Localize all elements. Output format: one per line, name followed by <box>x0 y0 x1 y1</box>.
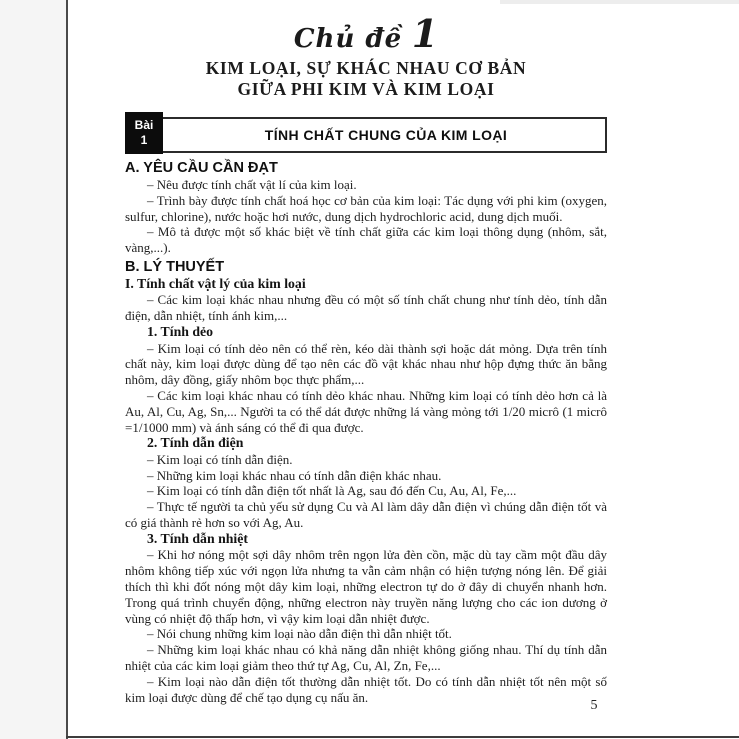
section-heading: 1. Tính dẻo <box>147 324 214 340</box>
paragraph: – Nêu được tính chất vật lí của kim loại. <box>147 177 357 192</box>
topic-number: 1 <box>411 11 439 56</box>
paragraph: – Mô tả được một số khác biệt về tính chất giữa các kim loại thông dụng (nhôm, sắt, vàng,...). <box>125 224 607 256</box>
content-area <box>125 159 607 705</box>
page-edge-line-bottom <box>66 736 739 738</box>
lesson-title-box <box>125 117 607 153</box>
lesson-title-bar <box>125 112 607 154</box>
paragraph: – Kim loại có tính dẫn điện tốt nhất là Ag, sau đó đến Cu, Au, Al, Fe,... <box>147 483 517 499</box>
topic-title-line2: GIỮA PHI KIM VÀ KIM LOẠI <box>237 79 495 99</box>
section-heading: A. YÊU CẦU CẦN ĐẠT <box>125 160 278 176</box>
lesson-title: TÍNH CHẤT CHUNG CỦA KIM LOẠI <box>264 127 508 143</box>
paragraph: – Những kim loại khác nhau có tính dẫn điện khác nhau. <box>147 467 442 483</box>
paragraph: – Thực tế người ta chủ yếu sử dụng Cu và Al làm dây dẫn điện vì chúng dẫn điện tốt và có giá thành rẻ hơn so với Ag, Au. <box>125 499 607 531</box>
paragraph: – Nói chung những kim loại nào dẫn điện thì dẫn nhiệt tốt. <box>147 626 452 642</box>
topic-label: Chủ đề <box>293 24 403 54</box>
topic-header <box>125 11 607 56</box>
page-edge-line-vertical <box>66 0 68 739</box>
lesson-badge <box>125 112 163 154</box>
page-content <box>125 0 607 705</box>
paragraph: – Kim loại có tính dẫn điện. <box>147 451 293 467</box>
paragraph: – Những kim loại khác nhau có khả năng dẫn nhiệt không giống nhau. Thí dụ tính dẫn nhiệt của các kim loại giảm theo thứ tự Ag, Cu, Al, Zn, Fe,... <box>125 642 607 673</box>
lesson-badge-number: 1 <box>140 133 148 147</box>
paragraph: – Trình bày được tính chất hoá học cơ bản của kim loại: Tác dụng với phi kim (oxygen, sulfur, chlorine), nước hoặc hơi nước, dung dịch hydrochloric acid, dung dịch muối. <box>125 192 607 224</box>
page-left-margin <box>0 0 66 739</box>
section-heading: 2. Tính dẫn điện <box>147 435 244 451</box>
section-heading: 3. Tính dẫn nhiệt <box>147 530 248 546</box>
paragraph: – Kim loại có tính dẻo nên có thể rèn, kéo dài thành sợi hoặc dát mỏng. Dựa trên tính chất này, kim loại được dùng để tạo nên các đồ vật khác nhau như hộp đựng thức ăn bằng nhôm, dây đồng, giấy nhôm bọc thực phẩm,... <box>125 340 607 388</box>
topic-title-line1: KIM LOẠI, SỰ KHÁC NHAU CƠ BẢN <box>205 58 527 78</box>
paragraph: – Các kim loại khác nhau nhưng đều có một số tính chất chung như tính dẻo, tính dẫn điện, dẫn nhiệt, tính ánh kim,... <box>125 292 607 324</box>
section-heading: B. LÝ THUYẾT <box>125 258 225 275</box>
paragraph: – Các kim loại khác nhau có tính dẻo khác nhau. Những kim loại có tính dẻo hơn cả là Au, Al, Cu, Ag, Sn,... Người ta có thể dát được những lá vàng mỏng tới 1/20 micrô (1 micrô =1/1000 mm) và ánh sáng có thể đi qua được. <box>125 387 607 435</box>
paragraph: – Kim loại nào dẫn điện tốt thường dẫn nhiệt tốt. Do có tính dẫn nhiệt tốt nên một số kim loại được dùng để chế tạo dụng cụ nấu ăn. <box>125 673 607 705</box>
lesson-badge-label: Bài <box>134 118 154 132</box>
paragraph: – Khi hơ nóng một sợi dây nhôm trên ngọn lửa đèn cồn, mặc dù tay cầm một đầu dây nhôm không tiếp xúc với ngọn lửa nhưng ta vẫn cảm nhận có hiện tượng nóng lên. Để giải thích thì khi đốt nóng một dây kim loại, những electron tự do ở đây di chuyển nhanh hơn. Trong quá trình chuyển động, những electron này truyền năng lượng cho các ion dương ở vùng có nhiệt độ thấp hơn, vì vậy kim loại dẫn nhiệt được. <box>125 547 607 626</box>
section-heading: I. Tính chất vật lý của kim loại <box>125 275 306 291</box>
page-number: 5 <box>590 698 598 713</box>
